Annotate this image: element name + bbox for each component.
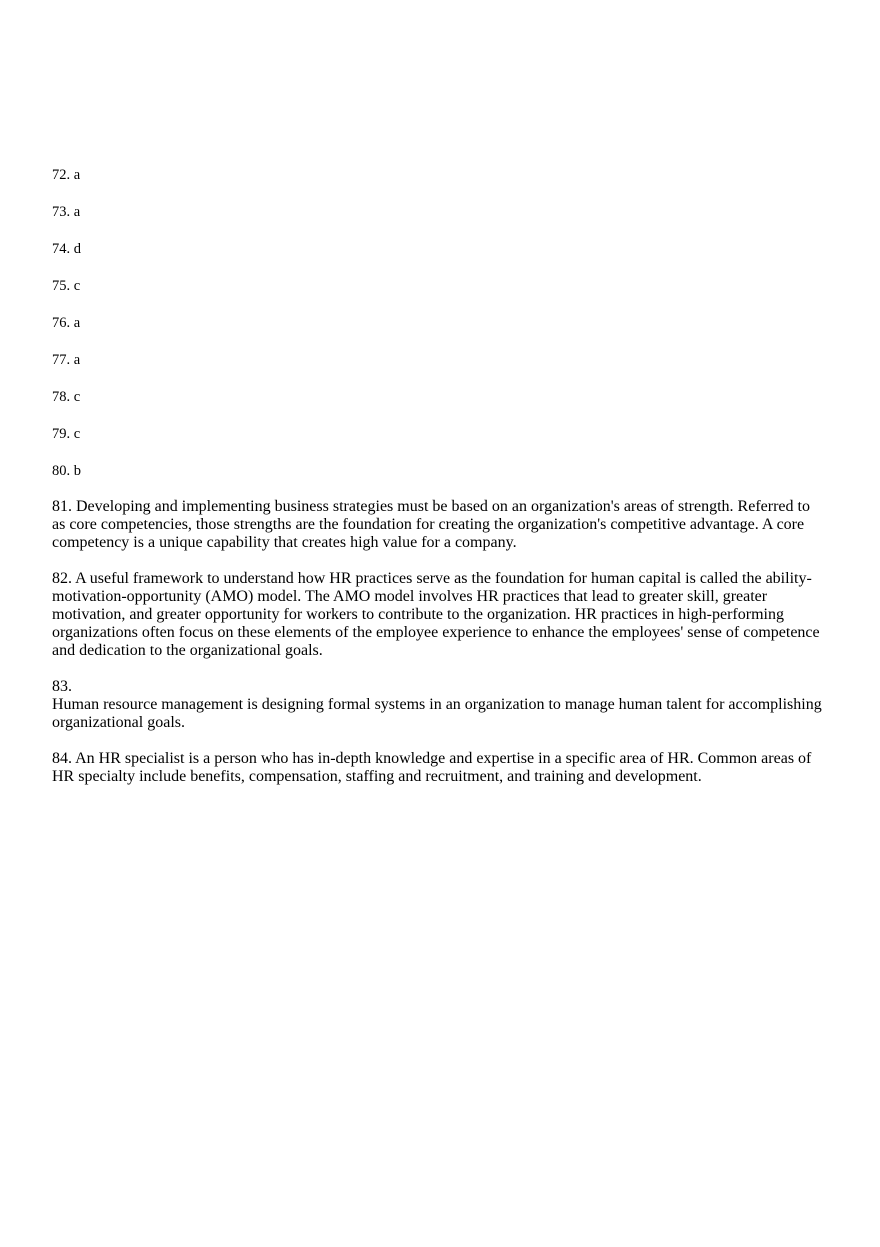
document-page bbox=[52, 165, 824, 804]
answer-key-item-76 bbox=[52, 313, 824, 333]
question-number: 80. bbox=[52, 463, 71, 479]
answer-key-item-77 bbox=[52, 350, 824, 370]
answer-letter: c bbox=[73, 389, 81, 405]
short-answer-list bbox=[52, 498, 824, 786]
question-number: 82. bbox=[52, 570, 72, 587]
short-answer-84 bbox=[52, 750, 824, 786]
question-number: 81. bbox=[52, 498, 72, 515]
answer-key-item-73 bbox=[52, 202, 824, 222]
answer-key-item-72 bbox=[52, 165, 824, 185]
answer-key-item-78 bbox=[52, 387, 824, 407]
question-number: 77. bbox=[52, 352, 71, 368]
answer-letter: d bbox=[73, 241, 81, 257]
question-number: 84. bbox=[52, 750, 72, 767]
question-number: 78. bbox=[52, 389, 71, 405]
answer-letter: a bbox=[73, 167, 81, 183]
short-answer-82 bbox=[52, 570, 824, 660]
question-number: 79. bbox=[52, 426, 71, 442]
answer-text: A useful framework to understand how HR practices serve as the foundation for human capital is called the ability-motivation-opportunity (AMO) model. The AMO model involves HR practices that lead to greater skill, greater motivation, and greater opportunity for workers to contribute to the organization. HR practices in high-performing organizations often focus on these elements of the employee experience to enhance the employees' sense of competence and dedication to the organizational goals. bbox=[52, 570, 820, 659]
question-number: 83. bbox=[52, 678, 72, 695]
question-number: 74. bbox=[52, 241, 71, 257]
answer-key-item-75 bbox=[52, 276, 824, 296]
answer-key-item-74 bbox=[52, 239, 824, 259]
answer-key-list bbox=[52, 165, 824, 481]
answer-letter: c bbox=[73, 278, 81, 294]
answer-letter: a bbox=[73, 204, 81, 220]
answer-key-item-79 bbox=[52, 424, 824, 444]
answer-letter: b bbox=[73, 463, 81, 479]
answer-letter: a bbox=[73, 315, 81, 331]
answer-text: Developing and implementing business strategies must be based on an organization's areas of strength. Referred to as core competencies, those strengths are the foundation for creating the organization's competitive advantage. A core competency is a unique capability that creates high value for a company. bbox=[52, 498, 810, 551]
answer-text: Human resource management is designing formal systems in an organization to manage human talent for accomplishing organizational goals. bbox=[52, 696, 822, 731]
short-answer-83 bbox=[52, 678, 824, 732]
answer-letter: a bbox=[73, 352, 81, 368]
question-number: 75. bbox=[52, 278, 71, 294]
answer-letter: c bbox=[73, 426, 81, 442]
question-number: 73. bbox=[52, 204, 71, 220]
answer-key-item-80 bbox=[52, 461, 824, 481]
answer-text: An HR specialist is a person who has in-depth knowledge and expertise in a specific area of HR. Common areas of HR specialty include benefits, compensation, staffing and recruitment, and training and development. bbox=[52, 750, 812, 785]
question-number: 72. bbox=[52, 167, 71, 183]
short-answer-81 bbox=[52, 498, 824, 552]
question-number: 76. bbox=[52, 315, 71, 331]
